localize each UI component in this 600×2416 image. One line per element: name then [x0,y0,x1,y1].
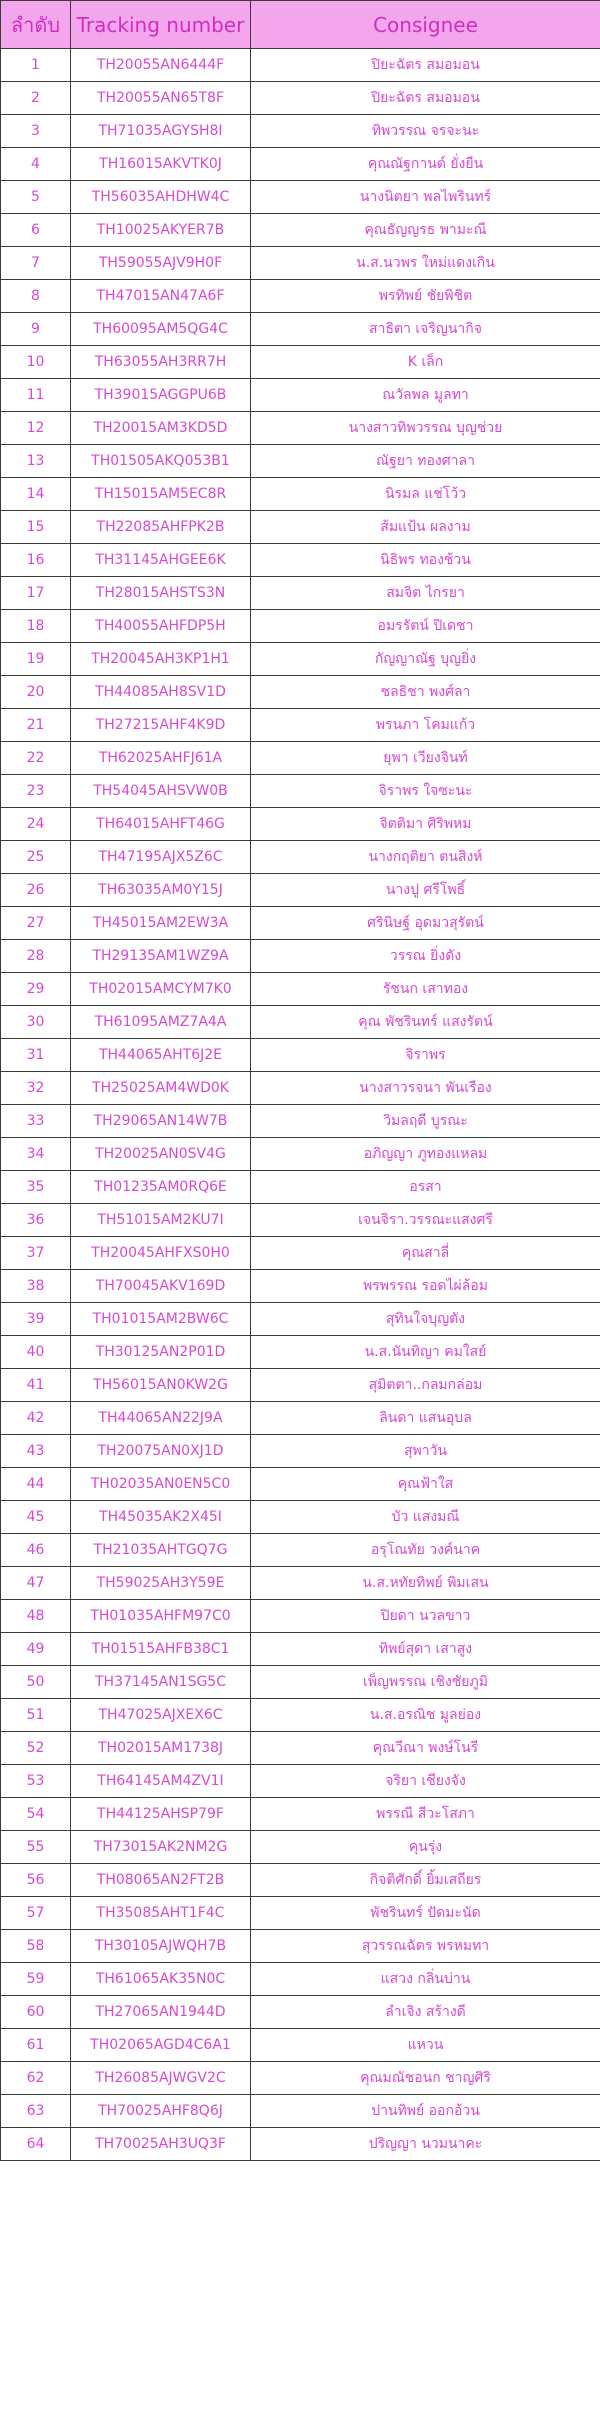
tracking-number-cell: TH73015AK2NM2G [71,1831,251,1864]
tracking-number-cell: TH02035AN0EN5C0 [71,1468,251,1501]
row-index-cell: 61 [1,2029,71,2062]
table-row [1,346,600,379]
tracking-number-cell: TH63055AH3RR7H [71,346,251,379]
tracking-number-cell: TH71035AGYSH8I [71,115,251,148]
table-row [1,1402,600,1435]
consignee-cell: คุณมณัชอนก ชาญศิริ [251,2062,600,2095]
table-row [1,49,600,82]
header-consignee: Consignee [251,1,600,49]
row-index-cell: 16 [1,544,71,577]
row-index-cell: 4 [1,148,71,181]
consignee-cell: อรสา [251,1171,600,1204]
consignee-cell: ณัฐยา ทองศาลา [251,445,600,478]
table-row [1,775,600,808]
row-index-cell: 53 [1,1765,71,1798]
consignee-cell: น.ส.นวพร ใหม่แดงเกิน [251,247,600,280]
table-row [1,808,600,841]
consignee-cell: บัว แสงมณี [251,1501,600,1534]
tracking-number-cell: TH59025AH3Y59E [71,1567,251,1600]
row-index-cell: 38 [1,1270,71,1303]
tracking-number-cell: TH47015AN47A6F [71,280,251,313]
table-row [1,214,600,247]
row-index-cell: 26 [1,874,71,907]
tracking-number-cell: TH44085AH8SV1D [71,676,251,709]
tracking-number-cell: TH01235AM0RQ6E [71,1171,251,1204]
consignee-cell: ศรินิษฐ์ อุดมวสุรัตน์ [251,907,600,940]
table-row [1,1633,600,1666]
row-index-cell: 7 [1,247,71,280]
tracking-number-cell: TH01035AHFM97C0 [71,1600,251,1633]
tracking-number-cell: TH56035AHDHW4C [71,181,251,214]
row-index-cell: 1 [1,49,71,82]
tracking-number-cell: TH20045AHFXS0H0 [71,1237,251,1270]
tracking-number-cell: TH40055AHFDP5H [71,610,251,643]
table-row [1,115,600,148]
row-index-cell: 15 [1,511,71,544]
row-index-cell: 18 [1,610,71,643]
consignee-cell: สุมิตตา..กลมกล่อม [251,1369,600,1402]
row-index-cell: 27 [1,907,71,940]
table-row [1,544,600,577]
row-index-cell: 22 [1,742,71,775]
row-index-cell: 39 [1,1303,71,1336]
tracking-number-cell: TH28015AHSTS3N [71,577,251,610]
table-row [1,907,600,940]
row-index-cell: 11 [1,379,71,412]
consignee-cell: สุทินใจบุญตัง [251,1303,600,1336]
tracking-number-cell: TH45035AK2X45I [71,1501,251,1534]
tracking-number-cell: TH56015AN0KW2G [71,1369,251,1402]
table-row [1,1567,600,1600]
row-index-cell: 25 [1,841,71,874]
consignee-cell: เพ็ญพรรณ เชิงชัยภูมิ [251,1666,600,1699]
table-row [1,1039,600,1072]
row-index-cell: 60 [1,1996,71,2029]
row-index-cell: 54 [1,1798,71,1831]
table-row [1,1270,600,1303]
consignee-cell: วรรณ ยิ่งดัง [251,940,600,973]
tracking-number-cell: TH20055AN6444F [71,49,251,82]
consignee-cell: ยุพา เวียงจินท์ [251,742,600,775]
tracking-number-cell: TH30125AN2P01D [71,1336,251,1369]
tracking-number-cell: TH54045AHSVW0B [71,775,251,808]
tracking-number-cell: TH64145AM4ZV1I [71,1765,251,1798]
tracking-number-cell: TH01505AKQ053B1 [71,445,251,478]
consignee-cell: พรนภา โคมแก้ว [251,709,600,742]
row-index-cell: 29 [1,973,71,1006]
tracking-number-cell: TH64015AHFT46G [71,808,251,841]
row-index-cell: 46 [1,1534,71,1567]
table-row [1,511,600,544]
consignee-cell: ทิพวรรณ จรจะนะ [251,115,600,148]
row-index-cell: 24 [1,808,71,841]
table-row [1,445,600,478]
tracking-number-cell: TH29135AM1WZ9A [71,940,251,973]
tracking-number-cell: TH27065AN1944D [71,1996,251,2029]
tracking-number-cell: TH51015AM2KU7I [71,1204,251,1237]
tracking-number-cell: TH02065AGD4C6A1 [71,2029,251,2062]
tracking-number-cell: TH61095AMZ7A4A [71,1006,251,1039]
table-row [1,841,600,874]
tracking-number-cell: TH26085AJWGV2C [71,2062,251,2095]
consignee-cell: ชลธิชา พงศ์ลา [251,676,600,709]
consignee-cell: นางปู ศรีโพธิ์ [251,874,600,907]
row-index-cell: 62 [1,2062,71,2095]
tracking-number-cell: TH08065AN2FT2B [71,1864,251,1897]
table-row [1,1996,600,2029]
row-index-cell: 40 [1,1336,71,1369]
table-row [1,1765,600,1798]
row-index-cell: 44 [1,1468,71,1501]
table-row [1,1138,600,1171]
table-row [1,1303,600,1336]
tracking-number-cell: TH70045AKV169D [71,1270,251,1303]
consignee-cell: พรรณี สีวะโสภา [251,1798,600,1831]
row-index-cell: 28 [1,940,71,973]
table-row [1,610,600,643]
row-index-cell: 35 [1,1171,71,1204]
tracking-number-cell: TH01515AHFB38C1 [71,1633,251,1666]
consignee-cell: พรทิพย์ ชัยพิชิต [251,280,600,313]
consignee-cell: สมจิต ไกรยา [251,577,600,610]
table-row [1,1732,600,1765]
consignee-cell: คุณธัญญรธ พามะณี [251,214,600,247]
row-index-cell: 3 [1,115,71,148]
row-index-cell: 33 [1,1105,71,1138]
row-index-cell: 37 [1,1237,71,1270]
table-row [1,379,600,412]
row-index-cell: 57 [1,1897,71,1930]
consignee-cell: ทิพย์สุดา เสาสูง [251,1633,600,1666]
consignee-cell: แหวน [251,2029,600,2062]
consignee-cell: สุพาวัน [251,1435,600,1468]
row-index-cell: 23 [1,775,71,808]
row-index-cell: 52 [1,1732,71,1765]
row-index-cell: 50 [1,1666,71,1699]
tracking-number-cell: TH29065AN14W7B [71,1105,251,1138]
consignee-cell: เจนจิรา.วรรณะแสงศรี [251,1204,600,1237]
table-row [1,1963,600,1996]
row-index-cell: 45 [1,1501,71,1534]
table-row [1,1600,600,1633]
tracking-number-cell: TH37145AN1SG5C [71,1666,251,1699]
row-index-cell: 48 [1,1600,71,1633]
row-index-cell: 34 [1,1138,71,1171]
consignee-cell: จิตติมา ศิริพหม [251,808,600,841]
tracking-number-cell: TH31145AHGEE6K [71,544,251,577]
consignee-cell: ส้มแป้น ผลงาม [251,511,600,544]
tracking-number-cell: TH25025AM4WD0K [71,1072,251,1105]
row-index-cell: 55 [1,1831,71,1864]
consignee-cell: ปิยะฉัตร สมอมอน [251,82,600,115]
tracking-number-cell: TH44065AN22J9A [71,1402,251,1435]
table-row [1,148,600,181]
tracking-number-cell: TH10025AKYER7B [71,214,251,247]
row-index-cell: 41 [1,1369,71,1402]
consignee-cell: คุณวีณา พงษ์โนรี [251,1732,600,1765]
tracking-number-cell: TH20045AH3KP1H1 [71,643,251,676]
row-index-cell: 14 [1,478,71,511]
consignee-cell: สุวรรณฉัตร พรหมทา [251,1930,600,1963]
consignee-cell: K เล็ก [251,346,600,379]
table-row [1,1369,600,1402]
table-row [1,1468,600,1501]
row-index-cell: 63 [1,2095,71,2128]
row-index-cell: 2 [1,82,71,115]
table-row [1,874,600,907]
consignee-cell: วิมลฤดี บูรณะ [251,1105,600,1138]
header-row [1,1,600,49]
consignee-cell: ลินดา แสนอุบล [251,1402,600,1435]
consignee-cell: น.ส.อรณิช มูลย่อง [251,1699,600,1732]
consignee-cell: อมรรัตน์ ปิเดชา [251,610,600,643]
consignee-cell: จิราพร ใจซะนะ [251,775,600,808]
consignee-cell: คุนรุ่ง [251,1831,600,1864]
table-row [1,82,600,115]
table-row [1,181,600,214]
table-row [1,1666,600,1699]
tracking-number-cell: TH47025AJXEX6C [71,1699,251,1732]
table-row [1,1501,600,1534]
consignee-cell: คุณ พัชรินทร์ แสงรัตน์ [251,1006,600,1039]
consignee-cell: นิธิพร ทองช้วน [251,544,600,577]
consignee-cell: ลำเจิง สร้างดี [251,1996,600,2029]
tracking-number-cell: TH47195AJX5Z6C [71,841,251,874]
row-index-cell: 8 [1,280,71,313]
table-row [1,412,600,445]
consignee-cell: น.ส.นันทิญา คมใสย์ [251,1336,600,1369]
row-index-cell: 13 [1,445,71,478]
tracking-number-cell: TH27215AHF4K9D [71,709,251,742]
tracking-number-cell: TH63035AM0Y15J [71,874,251,907]
table-row [1,709,600,742]
table-row [1,313,600,346]
table-row [1,2095,600,2128]
row-index-cell: 42 [1,1402,71,1435]
consignee-cell: นางกฤติยา ตนสิงห์ [251,841,600,874]
tracking-number-cell: TH62025AHFJ61A [71,742,251,775]
tracking-number-cell: TH60095AM5QG4C [71,313,251,346]
table-row [1,643,600,676]
table-row [1,247,600,280]
table-row [1,1930,600,1963]
table-row [1,940,600,973]
row-index-cell: 20 [1,676,71,709]
table-row [1,1171,600,1204]
row-index-cell: 49 [1,1633,71,1666]
row-index-cell: 56 [1,1864,71,1897]
consignee-cell: นางสาวรจนา พันเรือง [251,1072,600,1105]
consignee-cell: ปิยดา นวลขาว [251,1600,600,1633]
row-index-cell: 36 [1,1204,71,1237]
consignee-cell: อรุโณทัย วงค์นาค [251,1534,600,1567]
consignee-cell: รัชนก เสาทอง [251,973,600,1006]
table-row [1,478,600,511]
consignee-cell: สาธิตา เจริญนากิจ [251,313,600,346]
consignee-cell: ณวัลพล มูลทา [251,379,600,412]
table-row [1,676,600,709]
tracking-number-cell: TH22085AHFPK2B [71,511,251,544]
row-index-cell: 9 [1,313,71,346]
table-row [1,577,600,610]
table-body [1,49,600,2161]
consignee-cell: พัชรินทร์ ปัดมะนัด [251,1897,600,1930]
row-index-cell: 47 [1,1567,71,1600]
tracking-number-cell: TH20055AN65T8F [71,82,251,115]
row-index-cell: 31 [1,1039,71,1072]
table-row [1,1237,600,1270]
table-row [1,1105,600,1138]
tracking-number-cell: TH30105AJWQH7B [71,1930,251,1963]
consignee-cell: คุณสาลี่ [251,1237,600,1270]
consignee-cell: จิราพร [251,1039,600,1072]
header-tracking-number: Tracking number [71,1,251,49]
row-index-cell: 6 [1,214,71,247]
tracking-number-cell: TH44065AHT6J2E [71,1039,251,1072]
consignee-cell: กิจติศักดิ์ ยิ้มเสถียร [251,1864,600,1897]
tracking-number-cell: TH02015AMCYM7K0 [71,973,251,1006]
tracking-number-cell: TH44125AHSP79F [71,1798,251,1831]
tracking-number-cell: TH70025AH3UQ3F [71,2128,251,2161]
tracking-number-cell: TH15015AM5EC8R [71,478,251,511]
table-row [1,1072,600,1105]
table-row [1,2128,600,2161]
table-row [1,1006,600,1039]
row-index-cell: 32 [1,1072,71,1105]
table-row [1,280,600,313]
row-index-cell: 12 [1,412,71,445]
tracking-number-cell: TH20025AN0SV4G [71,1138,251,1171]
table-row [1,2029,600,2062]
consignee-cell: คุณณัฐกานต์ ยั่งยืน [251,148,600,181]
row-index-cell: 10 [1,346,71,379]
tracking-number-cell: TH20075AN0XJ1D [71,1435,251,1468]
consignee-cell: อภิญญา ภูทองแหลม [251,1138,600,1171]
row-index-cell: 59 [1,1963,71,1996]
row-index-cell: 21 [1,709,71,742]
table-row [1,2062,600,2095]
table-row [1,1798,600,1831]
consignee-cell: นางสาวทิพวรรณ บุญช่วย [251,412,600,445]
table-row [1,1435,600,1468]
tracking-number-cell: TH70025AHF8Q6J [71,2095,251,2128]
tracking-number-cell: TH01015AM2BW6C [71,1303,251,1336]
consignee-cell: แสวง กลิ่นบ่าน [251,1963,600,1996]
row-index-cell: 5 [1,181,71,214]
table-row [1,1204,600,1237]
tracking-number-cell: TH20015AM3KD5D [71,412,251,445]
consignee-cell: กัญญาณัฐ บุญยิ่ง [251,643,600,676]
header-index: ลำดับ [1,1,71,49]
table-row [1,1534,600,1567]
consignee-cell: ปานทิพย์ ออกอ้วน [251,2095,600,2128]
table-row [1,973,600,1006]
consignee-cell: นิรมล แช่โว้ว [251,478,600,511]
table-row [1,1699,600,1732]
tracking-number-cell: TH45015AM2EW3A [71,907,251,940]
consignee-cell: จริยา เชียงจัง [251,1765,600,1798]
row-index-cell: 17 [1,577,71,610]
tracking-number-cell: TH61065AK35N0C [71,1963,251,1996]
consignee-cell: ปิยะฉัตร สมอมอน [251,49,600,82]
table-row [1,1336,600,1369]
row-index-cell: 64 [1,2128,71,2161]
row-index-cell: 30 [1,1006,71,1039]
consignee-cell: นางนิตยา พลไพรินทร์ [251,181,600,214]
tracking-number-cell: TH39015AGGPU6B [71,379,251,412]
table-row [1,742,600,775]
table-row [1,1897,600,1930]
tracking-number-cell: TH16015AKVTK0J [71,148,251,181]
tracking-number-cell: TH21035AHTGQ7G [71,1534,251,1567]
table-row [1,1831,600,1864]
row-index-cell: 58 [1,1930,71,1963]
consignee-cell: พรพรรณ รอดไผ่ล้อม [251,1270,600,1303]
tracking-number-cell: TH35085AHT1F4C [71,1897,251,1930]
row-index-cell: 51 [1,1699,71,1732]
table-row [1,1864,600,1897]
consignee-cell: คุณฟ้าใส [251,1468,600,1501]
row-index-cell: 19 [1,643,71,676]
tracking-number-cell: TH59055AJV9H0F [71,247,251,280]
row-index-cell: 43 [1,1435,71,1468]
consignee-cell: ปริญญา นวมนาคะ [251,2128,600,2161]
tracking-number-cell: TH02015AM1738J [71,1732,251,1765]
consignee-cell: น.ส.หทัยทิพย์ พิมเสน [251,1567,600,1600]
